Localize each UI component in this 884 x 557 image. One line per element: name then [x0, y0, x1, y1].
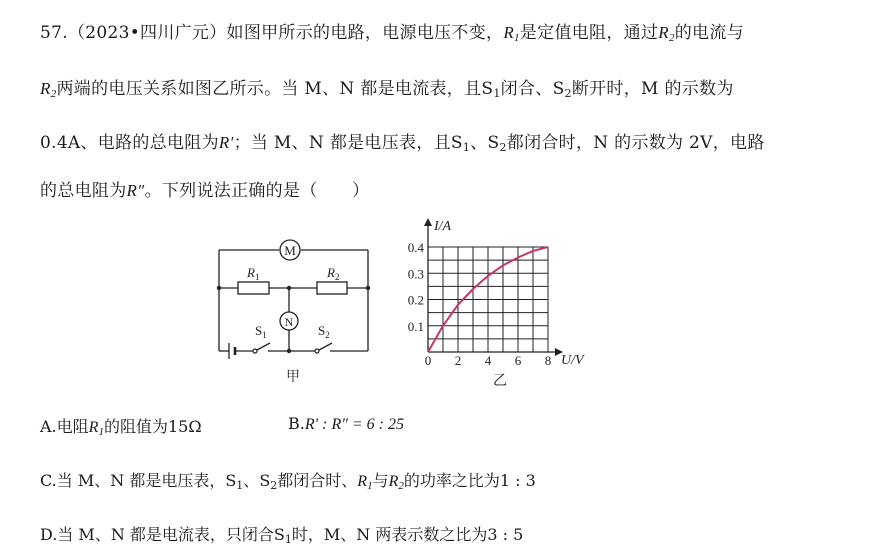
y-tick-label: 0.3	[407, 266, 424, 282]
x-axis-label: U/V	[561, 353, 584, 368]
svg-text:N: N	[284, 315, 294, 329]
symbol-r1: $R_1$	[357, 473, 373, 492]
option-d-ratio: 3 : 5	[487, 525, 524, 544]
symbol-s2: $S_2$	[552, 79, 572, 100]
question-line-4	[40, 176, 369, 201]
text-segment: 两端的电压关系如图乙所示。当 M、N 都是电流表，且	[56, 79, 482, 99]
option-a[interactable]	[40, 414, 202, 438]
label-r1: $R_1$	[247, 265, 260, 282]
option-c-ratio: 1 : 3	[499, 471, 536, 490]
option-d-label: D.	[40, 525, 58, 544]
option-b-expression: R′ : R″ = 6 : 25	[304, 416, 405, 433]
text-segment: 的电流与	[674, 23, 744, 43]
meter-n	[280, 312, 298, 330]
text-segment: 电阻	[56, 417, 89, 436]
question-number: 57.	[40, 23, 68, 43]
text-segment: 都闭合时、	[277, 471, 358, 490]
y-axis-label: I/A	[434, 219, 452, 234]
text-segment: 断开时，M 的示数为	[571, 79, 734, 99]
text-segment: 时，M、N 两表示数之比为	[291, 525, 488, 544]
symbol-s2: $S_2$	[259, 471, 278, 492]
text-segment: 。下列说法正确的是（ ）	[144, 181, 370, 201]
option-c[interactable]	[40, 468, 536, 492]
symbol-r2: $R_2$	[388, 473, 404, 492]
symbol-s1: $S_1$	[481, 79, 501, 100]
switch-s2	[315, 343, 332, 353]
text-segment: 的功率之比为	[403, 471, 500, 490]
symbol-s2: $S_2$	[487, 133, 507, 154]
symbol-s1: $S_1$	[225, 471, 244, 492]
y-tick-label: 0.1	[407, 318, 424, 334]
text-segment: 闭合、	[500, 79, 553, 99]
text-segment: 是定值电阻，通过	[519, 23, 659, 43]
option-b-label: B.	[288, 414, 305, 433]
text-segment: 的阻值为	[103, 417, 168, 436]
meter-m	[280, 240, 300, 260]
text-segment: 、	[470, 133, 488, 153]
text-segment: 的总电阻为	[40, 181, 127, 201]
text-segment: 如图甲所示的电路，电源电压不变，	[226, 23, 504, 43]
text-segment: ；当 M、N 都是电压表，且	[233, 133, 451, 153]
option-a-value: 15Ω	[167, 417, 202, 436]
circuit-diagram	[205, 230, 385, 390]
symbol-r-prime: R′	[218, 133, 234, 152]
resistor-r1	[238, 282, 269, 294]
option-b[interactable]	[288, 414, 404, 434]
text-segment: 与	[372, 471, 389, 490]
question-line-2	[40, 74, 734, 100]
option-a-label: A.	[40, 417, 57, 436]
label-s1: $S_1$	[255, 323, 267, 340]
symbol-r1: $R_1$	[88, 419, 104, 438]
y-tick-label: 0.4	[407, 240, 424, 255]
symbol-s1: $S_1$	[273, 525, 292, 546]
x-tick-label: 8	[544, 353, 552, 368]
option-d[interactable]	[40, 522, 523, 546]
question-line-3	[40, 128, 765, 154]
origin-label: 0	[424, 353, 432, 368]
svg-text:M: M	[284, 243, 296, 258]
symbol-r1: $R_1$	[503, 23, 520, 44]
y-tick-label: 0.2	[407, 292, 424, 308]
x-tick-label: 2	[454, 353, 462, 368]
figure-b-caption: 乙	[493, 374, 507, 389]
switch-s1	[253, 343, 270, 353]
text-segment: 当 M、N 都是电流表，只闭合	[57, 525, 274, 544]
iu-graph	[395, 212, 600, 390]
x-tick-label: 4	[484, 353, 492, 368]
figure-a-caption: 甲	[286, 370, 300, 385]
text-segment: 、	[243, 471, 260, 490]
symbol-s1: $S_1$	[450, 133, 471, 154]
question-line-1	[40, 18, 744, 44]
symbol-r2: $R_2$	[658, 23, 675, 44]
text-segment: 都闭合时，N 的示数为 2V，电路	[506, 133, 765, 153]
y-axis-arrow	[424, 218, 432, 226]
x-tick-label: 6	[514, 353, 522, 368]
resistor-r2	[317, 282, 347, 294]
text-segment: 0.4A、电路的总电阻为	[40, 133, 219, 153]
label-s2: $S_2$	[318, 323, 330, 340]
label-r2: $R_2$	[327, 265, 340, 282]
symbol-r-double-prime: R″	[126, 181, 145, 200]
text-segment: 当 M、N 都是电压表，	[56, 471, 226, 490]
battery-icon	[229, 343, 235, 359]
option-c-label: C.	[40, 471, 57, 490]
symbol-r2: $R_2$	[40, 79, 57, 100]
question-source: （2023•四川广元）	[67, 23, 227, 43]
